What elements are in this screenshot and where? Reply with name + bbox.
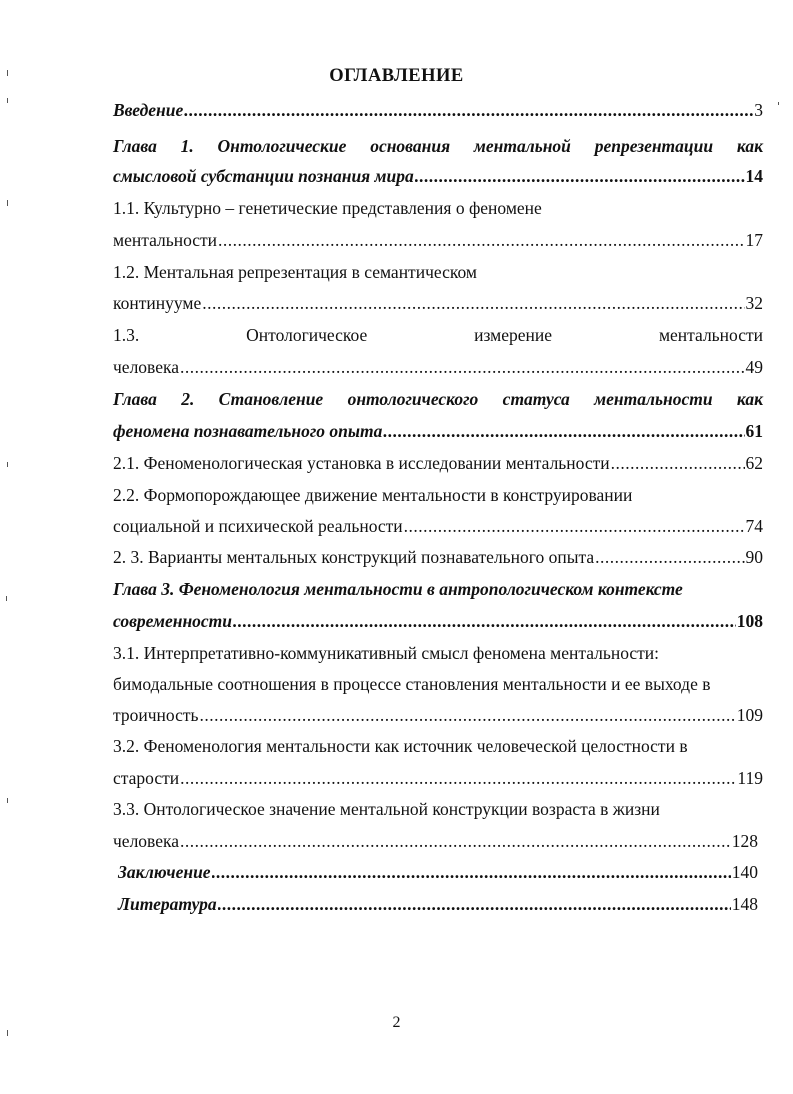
toc-section-2-3 xyxy=(113,544,763,570)
toc-word: 1.3. xyxy=(113,325,140,345)
leader-dots xyxy=(184,97,753,123)
scan-speck xyxy=(7,1030,8,1036)
scan-speck xyxy=(7,70,8,76)
toc-chapter-2-line1 xyxy=(113,386,763,412)
leader-dots xyxy=(202,290,744,316)
toc-page-number: 108 xyxy=(736,611,763,631)
toc-page-number: 32 xyxy=(745,293,763,313)
toc-word: как xyxy=(736,136,763,156)
leader-dots xyxy=(180,828,731,854)
toc-section-1-2-line2 xyxy=(113,290,763,316)
toc-word: Становление xyxy=(218,389,324,409)
toc-page-number: 109 xyxy=(736,705,763,725)
toc-section-3-2-line2 xyxy=(113,765,763,791)
toc-section-1-1-line2 xyxy=(113,227,763,253)
toc-section-2-2-line2 xyxy=(113,513,763,539)
toc-entry-label: 2.2. Формопорождающее движение ментальности в конструировании xyxy=(113,485,633,505)
scan-speck xyxy=(7,462,8,467)
leader-dots xyxy=(415,163,745,189)
toc-word: Онтологические xyxy=(217,136,347,156)
toc-page-number: 49 xyxy=(745,357,763,377)
toc-word: 2. xyxy=(181,389,195,409)
toc-entry-label: человека xyxy=(113,831,179,851)
toc-word: Глава xyxy=(113,136,157,156)
toc-entry-label: Введение xyxy=(113,100,184,120)
toc-chapter-2-line2 xyxy=(113,418,763,444)
toc-entry-conclusion xyxy=(118,859,758,885)
leader-dots xyxy=(180,354,745,380)
scan-speck xyxy=(7,798,8,803)
leader-dots xyxy=(233,608,736,634)
scan-speck xyxy=(6,596,7,601)
toc-entry-label: Заключение xyxy=(118,862,211,882)
toc-section-1-1-line1 xyxy=(113,195,763,221)
leader-dots xyxy=(218,227,744,253)
toc-section-3-2-line1 xyxy=(113,733,763,759)
toc-entry-label: ментальности xyxy=(113,230,218,250)
toc-section-3-1-line2 xyxy=(113,671,763,697)
toc-page-number: 62 xyxy=(745,453,763,473)
scan-speck xyxy=(7,200,8,206)
toc-chapter-1-line2 xyxy=(113,163,763,189)
toc-entry-label: бимодальные соотношения в процессе становления ментальности и ее выходе в xyxy=(113,674,711,694)
toc-entry-label: троичность xyxy=(113,705,199,725)
toc-page-number: 61 xyxy=(745,421,763,441)
leader-dots xyxy=(611,450,745,476)
toc-entry-label: континууме xyxy=(113,293,202,313)
toc-entry-label: 2. 3. Варианты ментальных конструкций познавательного опыта xyxy=(113,547,595,567)
toc-page-number: 14 xyxy=(745,166,763,186)
toc-entry-label: 3.2. Феноменология ментальности как источник человеческой целостности в xyxy=(113,736,688,756)
toc-entry-label: смысловой субстанции познания мира xyxy=(113,166,414,186)
toc-section-1-3-line1 xyxy=(113,322,763,348)
toc-entry-label: старости xyxy=(113,768,180,788)
toc-entry-label: 1.1. Культурно – генетические представления о феномене xyxy=(113,198,542,218)
toc-page-number: 90 xyxy=(745,547,763,567)
leader-dots xyxy=(383,418,744,444)
toc-section-1-3-line2 xyxy=(113,354,763,380)
toc-word: 1. xyxy=(180,136,194,156)
toc-word: статуса xyxy=(502,389,570,409)
page-title: ОГЛАВЛЕНИЕ xyxy=(329,66,464,86)
toc-page-number: 3 xyxy=(754,100,763,120)
toc-word: как xyxy=(736,389,763,409)
toc-page-number: 74 xyxy=(745,516,763,536)
toc-section-3-1-line1 xyxy=(113,640,763,666)
toc-entry-label: 3.3. Онтологическое значение ментальной конструкции возраста в жизни xyxy=(113,799,660,819)
toc-entry-label: Литература xyxy=(118,894,217,914)
toc-entry-label: человека xyxy=(113,357,179,377)
toc-section-3-1-line3 xyxy=(113,702,763,728)
toc-entry-intro xyxy=(113,97,763,123)
toc-page-number: 17 xyxy=(745,230,763,250)
toc-entry-label: феномена познавательного опыта xyxy=(113,421,383,441)
toc-page-number: 148 xyxy=(731,894,758,914)
toc-chapter-3-line1 xyxy=(113,576,763,602)
toc-entry-label: 3.1. Интерпретативно-коммуникативный смысл феномена ментальности: xyxy=(113,643,660,663)
toc-word: основания xyxy=(370,136,451,156)
toc-chapter-3-line2 xyxy=(113,608,763,634)
toc-section-3-3-line2 xyxy=(113,828,758,854)
toc-page-number: 140 xyxy=(731,862,758,882)
toc-entry-literature xyxy=(118,891,758,917)
toc-word: ментальной xyxy=(473,136,571,156)
toc-chapter-1-line1 xyxy=(113,133,763,159)
leader-dots xyxy=(404,513,745,539)
leader-dots xyxy=(218,891,731,917)
toc-entry-label: социальной и психической реальности xyxy=(113,516,403,536)
toc-word: репрезентации xyxy=(594,136,714,156)
toc-word: Глава xyxy=(113,389,157,409)
leader-dots xyxy=(199,702,735,728)
toc-entry-label: 1.2. Ментальная репрезентация в семантическом xyxy=(113,262,477,282)
scan-speck xyxy=(778,102,779,105)
toc-section-3-3-line1 xyxy=(113,796,763,822)
toc-page-number: 119 xyxy=(737,768,763,788)
toc-word: онтологического xyxy=(347,389,479,409)
toc-word: измерение xyxy=(474,325,553,345)
toc-word: ментальности xyxy=(594,389,713,409)
toc-word: ментальности xyxy=(658,325,763,345)
leader-dots xyxy=(180,765,736,791)
leader-dots xyxy=(212,859,731,885)
toc-entry-label: современности xyxy=(113,611,233,631)
toc-word: Онтологическое xyxy=(246,325,368,345)
leader-dots xyxy=(595,544,744,570)
scan-speck xyxy=(7,98,8,103)
toc-section-2-1 xyxy=(113,450,763,476)
toc-section-2-2-line1 xyxy=(113,482,763,508)
page-number: 2 xyxy=(392,1014,401,1031)
toc-section-1-2-line1 xyxy=(113,259,763,285)
toc-page-number: 128 xyxy=(731,831,758,851)
toc-entry-label: Глава 3. Феноменология ментальности в антропологическом контексте xyxy=(113,579,683,599)
toc-entry-label: 2.1. Феноменологическая установка в исследовании ментальности xyxy=(113,453,610,473)
